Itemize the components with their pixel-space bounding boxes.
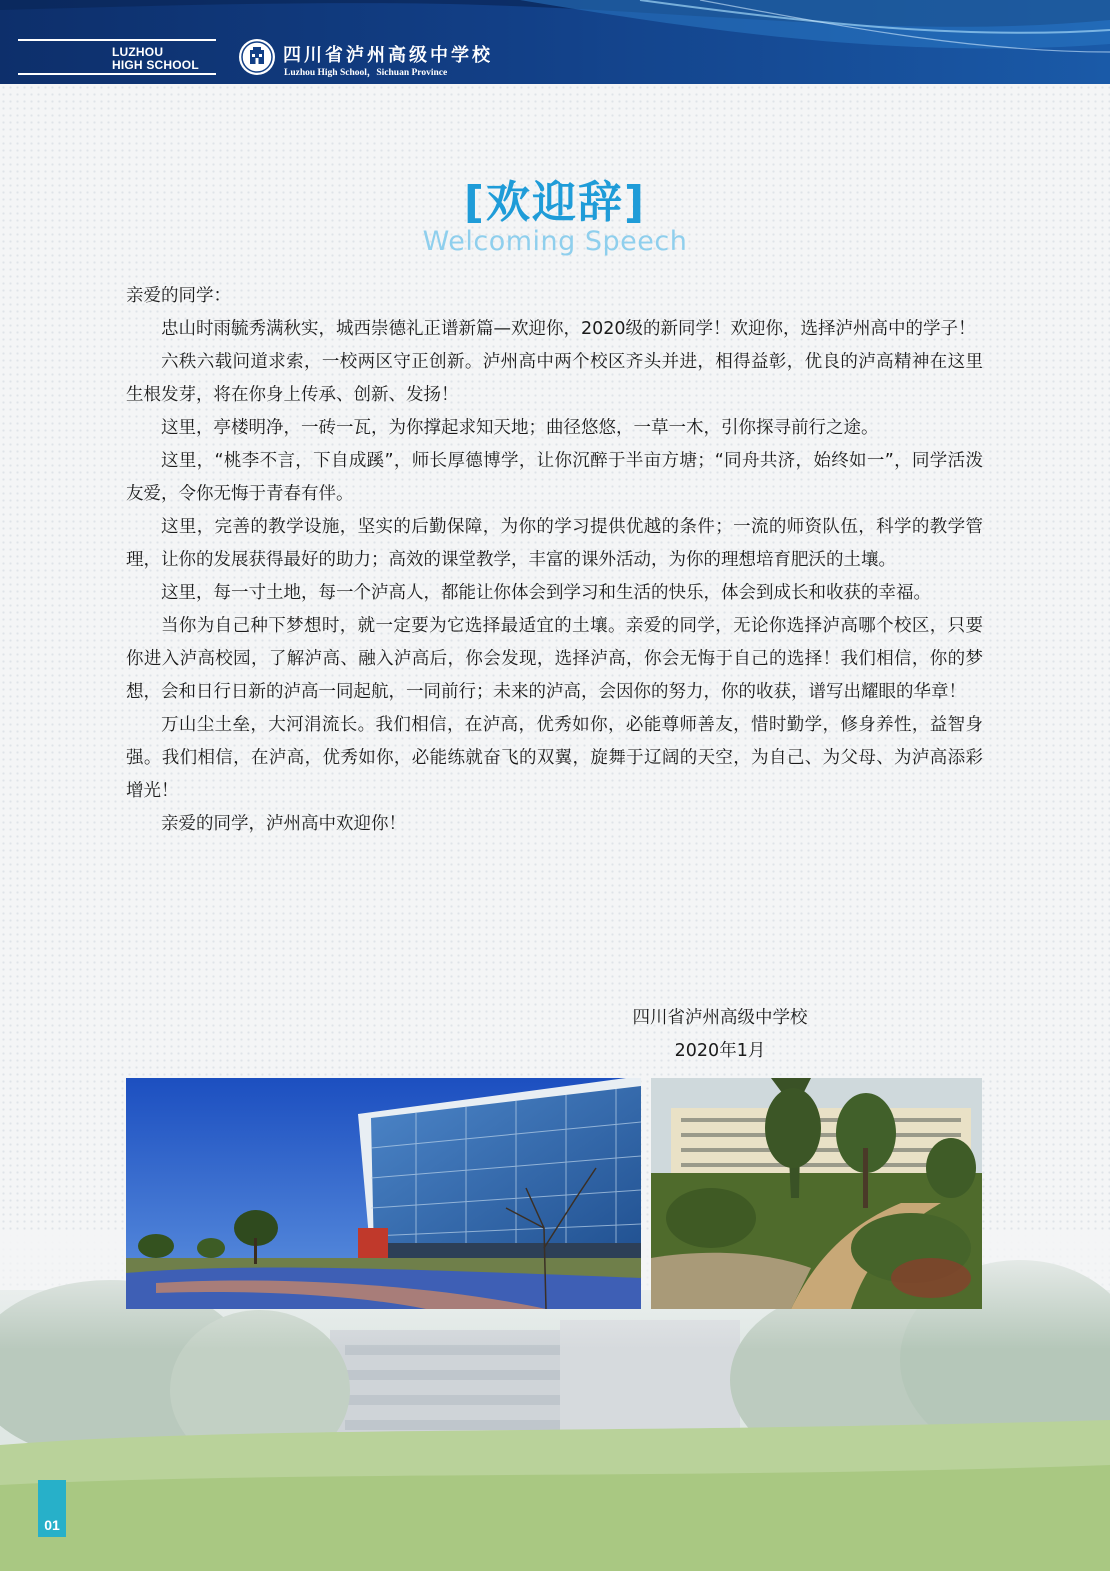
school-name-en-line2: HIGH SCHOOL [112, 58, 199, 72]
page-title: [欢迎辞] [463, 177, 647, 228]
school-name-en-line1: LUZHOU [112, 45, 164, 59]
letter-signature: 四川省泸州高级中学校 [632, 1008, 808, 1028]
letter-paragraph: 亲爱的同学，泸州高中欢迎你！ [161, 814, 406, 834]
letter-paragraph: 忠山时雨毓秀满秋实，城西崇德礼正谱新篇—欢迎你，2020级的新同学！欢迎你，选择泸州高中的学子！ [161, 319, 976, 339]
school-name-en [112, 46, 216, 72]
school-emblem-icon [238, 38, 276, 76]
letter-paragraph: 这里，“桃李不言，下自成蹊”，师长厚德博学，让你沉醉于半亩方塘；“同舟共济，始终如一”，同学活泼友爱，令你无悔于青春有伴。 [126, 451, 983, 504]
letter-paragraph: 六秩六载问道求索，一校两区守正创新。泸州高中两个校区齐头并进，相得益彰，优良的泸高精神在这里生根发芽，将在你身上传承、创新、发扬！ [126, 352, 983, 405]
page-header [0, 0, 1110, 84]
letter-paragraph: 这里，每一寸土地，每一个泸高人，都能让你体会到学习和生活的快乐，体会到成长和收获的幸福。 [161, 583, 931, 603]
header-rule-bottom [18, 73, 216, 75]
campus-garden-photo [651, 1078, 982, 1309]
school-name-cn: 四川省泸州高级中学校 [283, 45, 493, 66]
letter-greeting: 亲爱的同学： [126, 286, 231, 306]
letter-paragraph: 当你为自己种下梦想时，就一定要为它选择最适宜的土壤。亲爱的同学，无论你选择泸高哪个校区，只要你进入泸高校园，了解泸高、融入泸高后，你会发现，选择泸高，你会无悔于自己的选择！我们相信，你的梦想，会和日行日新的泸高一同起航，一同前行；未来的泸高，会因你的努力，你的收获，谱写出耀眼的华章！ [126, 616, 983, 702]
campus-building-photo [126, 1078, 641, 1309]
letter-paragraph: 这里，亭楼明净，一砖一瓦，为你撑起求知天地；曲径悠悠，一草一木，引你探寻前行之途。 [161, 418, 879, 438]
page-number: 01 [38, 1480, 66, 1537]
letter-paragraph: 这里，完善的教学设施，坚实的后勤保障，为你的学习提供优越的条件；一流的师资队伍，科学的教学管理，让你的发展获得最好的助力；高效的课堂教学，丰富的课外活动，为你的理想培育肥沃的土壤。 [126, 517, 983, 570]
letter-paragraph: 万山尘土垒，大河涓流长。我们相信，在泸高，优秀如你，必能尊师善友，惜时勤学，修身养性，益智身强。我们相信，在泸高，优秀如你，必能练就奋飞的双翼，旋舞于辽阔的天空，为自己、为父母、为泸高添彩增光！ [126, 715, 983, 801]
letter-date: 2020年1月 [674, 1041, 766, 1061]
school-name-cn-subtitle: Luzhou High School，Sichuan Province [284, 68, 448, 78]
header-rule-top [18, 39, 216, 41]
welcome-letter [126, 280, 983, 841]
page-subtitle: Welcoming Speech [422, 226, 688, 257]
